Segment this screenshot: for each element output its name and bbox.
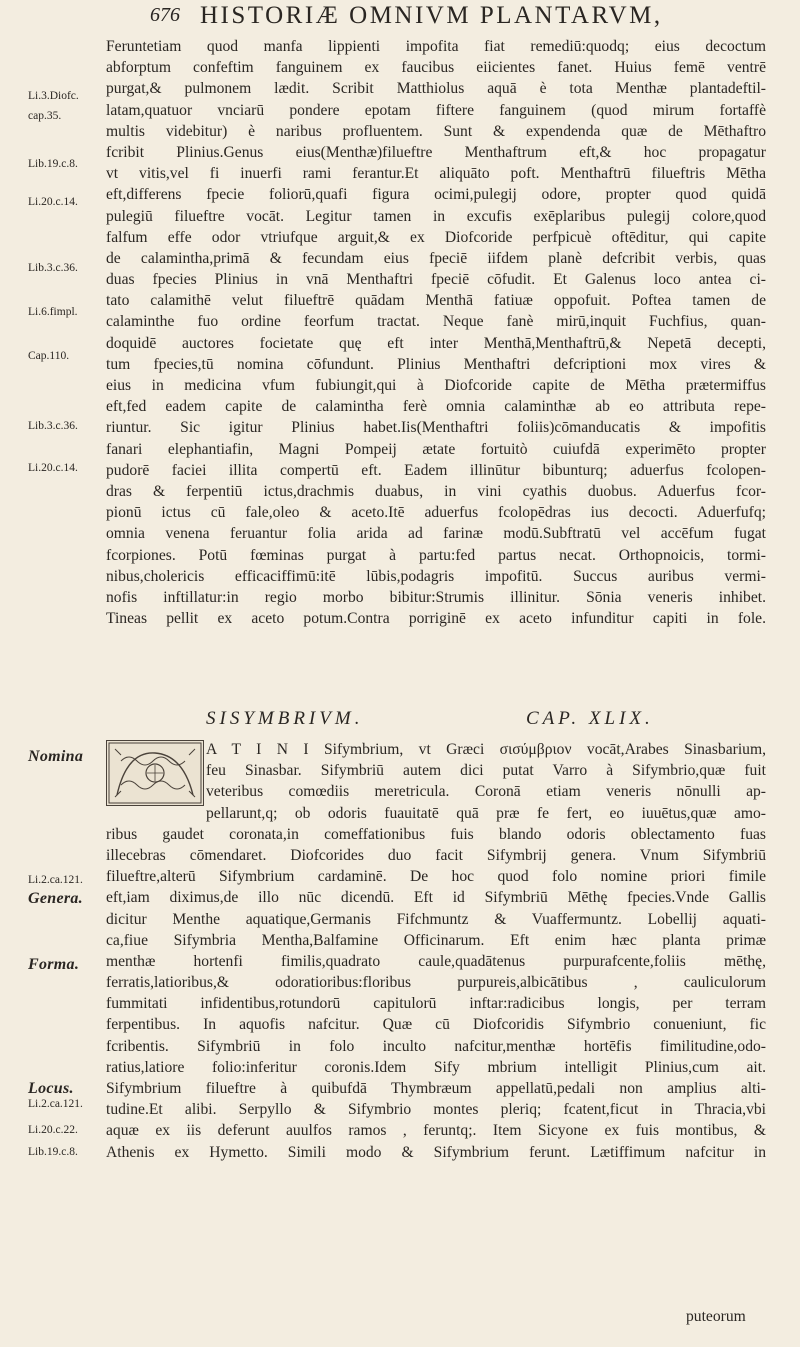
text-line: Sifymbrium filueftre à quibufdā Thymbræum appellatū,pedali non amplius alti- <box>106 1080 766 1097</box>
running-title: HISTORIÆ OMNIVM PLANTARVM, <box>200 2 663 29</box>
margin-note: Li.3.Diofc. <box>28 90 79 102</box>
text-line: tum fpecies,tū nomina cōfundunt. Plinius Menthaftri defcriptioni mox vires & <box>106 355 766 373</box>
text-line: dras & ferpentiū ictus,drachmis duabus, in vini cyathis duobus. Aduerfus fcor- <box>106 482 766 500</box>
text-line: Tineas pellit ex aceto potum.Contra porriginē ex aceto infunditur capiti in fole. <box>106 610 766 628</box>
text-line: fcribentis. Sifymbriū in folo inculto nafcitur,menthæ hortēfis fimilitudine,odo- <box>106 1037 766 1055</box>
margin-note: Cap.110. <box>28 350 70 362</box>
margin-note: Lib.19.c.8. <box>28 158 78 170</box>
text-line: vt vitis,vel fi inuerfi rami ferantur.Et aliquāto poft. Menthaftrū filueftris Mētha <box>106 165 766 183</box>
margin-heading-forma: Forma. <box>28 956 80 973</box>
margin-note: Li.20.c.14. <box>28 462 78 474</box>
catchword: puteorum <box>686 1308 746 1325</box>
text-line: riuntur. Sic igitur Plinius habet.Iis(Menthaftri foliis)cōmanducatis & impofitis <box>106 419 766 437</box>
text-line: purgat,& pulmonem lædit. Scribit Matthiolus aquā è tota Menthæ plantadeftil- <box>106 80 766 98</box>
text-line: Feruntetiam quod manfa lippienti impofita fiat remediū:quodq; eius decoctum <box>106 38 766 55</box>
text-line: fanari elephantiafin, Magni Pompeij ætate fortuitò cuiufdā experimēto propter <box>106 440 766 458</box>
chapter-number: CAP. XLIX. <box>526 708 654 729</box>
margin-note: Lib.19.c.8. <box>28 1146 78 1158</box>
text-line: calaminthe fuo ordine feorfum tractat. Neque fanè mirū,inquit Fuchfius, quan- <box>106 313 766 331</box>
margin-note: Li.2.ca.121. <box>28 1098 83 1110</box>
text-line: Athenis ex Hymetto. Simili modo & Sifymbrium ferunt. Lætiffimum nafcitur in <box>106 1143 766 1161</box>
margin-note: Li.20.c.14. <box>28 196 78 208</box>
text-line: menthæ hortenfi fimilis,quadrato caule,quadātenus purpurafcente,foliis mēthę, <box>106 952 766 970</box>
main-text-part2 <box>106 739 766 1163</box>
text-line: ca,fiue Sifymbria Mentha,Balfamine Officinarum. Eft enim hæc planta primæ <box>106 931 766 949</box>
text-line: ferpentibus. In aquofis nafcitur. Quæ cū Diofcoridis Sifymbrio conueniunt, fic <box>106 1016 766 1034</box>
margin-note: Lib.3.c.36. <box>28 420 78 432</box>
text-line: tudine.Et alibi. Serpyllo & Sifymbrio montes pleriq; fcatent,ficut in Thracia,vbi <box>106 1101 766 1119</box>
text-line: dicitur Menthe aquatique,Germanis Fifchmuntz & Vuaffermuntz. Lobellij aquati- <box>106 910 766 928</box>
text-line: fcribit Plinius.Genus eius(Menthæ)filueftre Menthaftrum eft,& hoc propagatur <box>106 143 766 161</box>
text-line: tato calamithē velut filueftrē quādam Menthā fatiuæ oppofuit. Poftea tamen de <box>106 292 766 310</box>
text-line: ribus gaudet coronata,in comeffationibus fuis blando odoris oblectamento fuas <box>106 825 766 843</box>
text-line: eft,fed eadem capite de calamintha ferè omnia calaminthæ ab eo attributa repe- <box>106 398 766 416</box>
margin-note: Lib.3.c.36. <box>28 262 78 274</box>
chapter-title: SISYMBRIVM. <box>206 708 364 729</box>
text-line: latam,quatuor vnciarū pondere epotam fiftere fanguinem (quod mirum fortaffè <box>106 101 766 119</box>
text-line: multis videbitur) è naribus profluentem. Sunt & expendenda quæ de Mēthaftro <box>106 122 766 140</box>
margin-note: Li.20.c.22. <box>28 1124 78 1136</box>
margin-note: cap.35. <box>28 110 62 122</box>
chapter-heading <box>106 702 766 732</box>
text-line: pionū ictus cū fale,oleo & aceto.Itē aduerfus fcolopēdras ius decocti. Aduerfufq; <box>106 504 766 522</box>
text-line: pulegiū filueftre vocāt. Legitur tamen in excufis exēplaribus pulegij colore,quod <box>106 207 766 225</box>
text-line: doquidē auctores focietate quę eft inter Menthā,Menthaftrū,& Nepetā decepti, <box>106 334 766 352</box>
text-line: illecebras cōmendaret. Diofcorides duo facit Sifymbrij genera. Vnum Sifymbriū <box>106 846 766 864</box>
text-line: A T I N I Sifymbrium, vt Græci σισύμβριον vocāt,Arabes Sinasbarium, <box>206 741 766 758</box>
text-line: de calamintha,primā & fecundam eius fpeciē iifdem planè defcribit verbis, quas <box>106 249 766 267</box>
text-line: nibus,cholericis efficaciffimū:itē lūbis,podagris impofitū. Succus auribus vermi- <box>106 567 766 585</box>
text-line: abforptum confeftim fanguinem ex faucibus eiicientes fanet. Huius femē ventrē <box>106 59 766 77</box>
text-line: filueftre,alterū Sifymbrium cardaminē. De hoc quod folo nomine priori fimile <box>106 868 766 886</box>
text-line: veteribus comœdiis meretricula. Coronā etiam veneris nōnulli ap- <box>206 783 766 801</box>
text-line: pudorē faciei illita compertū eft. Eadem illinūtur bibunturq; aduerfus fcolopen- <box>106 461 766 479</box>
text-line: feu Sinasbar. Sifymbriū autem dici putat Varro à Sifymbrio,quæ fuit <box>206 762 766 780</box>
margin-note: Li.6.fimpl. <box>28 306 78 318</box>
text-line: omnia venena feruantur folia arida ad farinæ modū.Subftratū vel accēfum fugat <box>106 525 766 543</box>
margin-heading-nomina: Nomina <box>28 748 84 765</box>
page-number: 676 <box>150 4 180 26</box>
text-line: eius in medicina vfum fubiungit,qui à Diofcoride capite de Mētha prætermiffus <box>106 377 766 394</box>
text-line: eft,differens fpecie foliorū,quafi figura ocimi,pulegij odore, propter quod quidā <box>106 186 766 204</box>
text-line: aquæ ex iis deferunt auulfos ramos , feruntq;. Item Sicyone ex fuis montibus, & <box>106 1122 766 1140</box>
text-line: eft,iam diximus,de illo nūc dicendū. Eft id Sifymbriū Mēthę fpecies.Vnde Gallis <box>106 889 766 907</box>
page-header <box>0 0 800 38</box>
text-line: ferratis,latioribus,& odoratioribus:floribus purpureis,albicātibus , cauliculorum <box>106 974 766 992</box>
text-line: fcorpiones. Potū fœminas purgat à partu:fed partus necat. Orthopnoicis, tormi- <box>106 546 766 564</box>
text-line: fummitati infidentibus,rotundorū capitulorū inftar:radicibus longis, per terram <box>106 995 766 1013</box>
text-line: duas fpecies Plinius in vnā Menthaftri fpeciē cōfudit. Et Galenus loco antea ci- <box>106 271 766 289</box>
text-line: nofis inftillatur:in regio morbo bibitur:Strumis illinitur. Sōnia veneris inhibet. <box>106 588 766 606</box>
margin-note: Li.2.ca.121. <box>28 874 83 886</box>
main-text-part1 <box>106 36 766 629</box>
margin-heading-locus: Locus. <box>28 1080 74 1097</box>
text-line: falfum effe odor vtriufque arguit,& ex Diofcoride perfpicuè oftēditur, qui capite <box>106 228 766 246</box>
text-line: pellarunt,q; ob odoris fuauitatē quā præ fe fert, eo iuuētus,quæ amo- <box>206 804 766 822</box>
text-line: ratius,latiore folio:inferitur coronis.Idem Sify mbrium intelligit Plinius,cum ait. <box>106 1058 766 1076</box>
margin-heading-genera: Genera. <box>28 890 83 907</box>
